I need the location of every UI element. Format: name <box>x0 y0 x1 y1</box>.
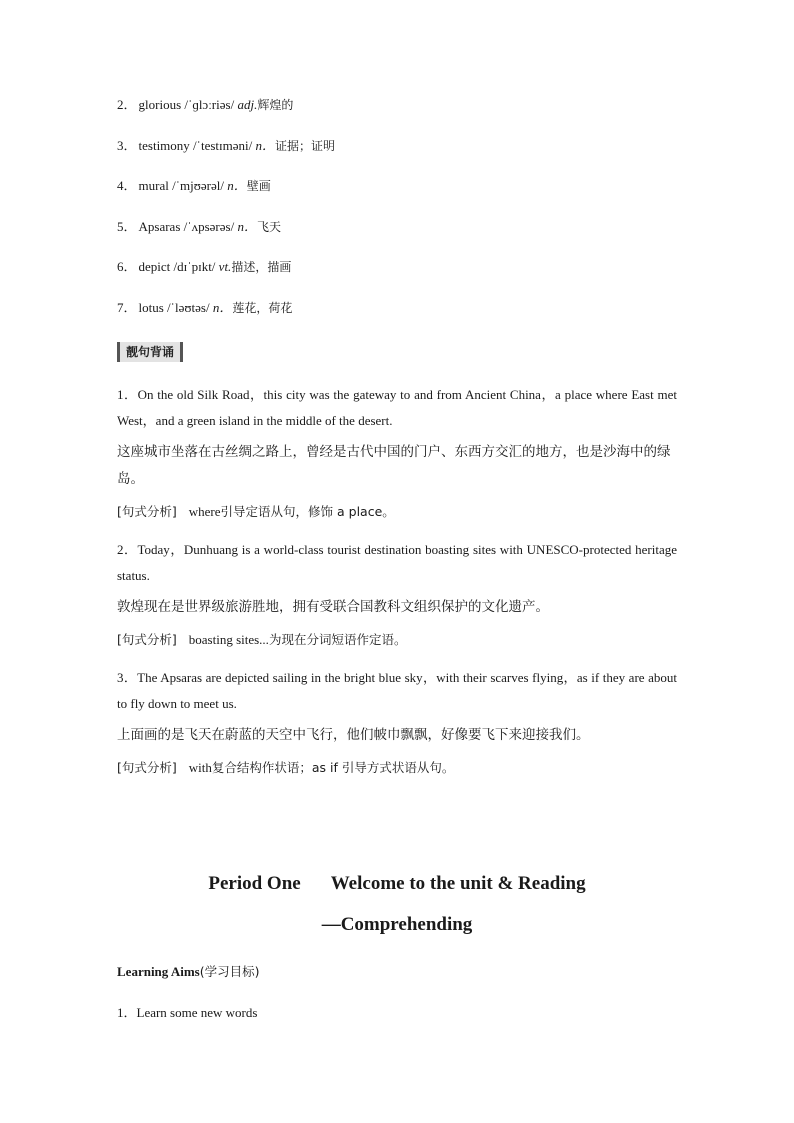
vocab-word: lotus /ˈləʊtəs/ <box>138 299 213 315</box>
analysis-keyword: boasting sites... <box>188 631 269 647</box>
sentence-block <box>117 382 677 525</box>
vocab-pos: n． <box>237 218 257 234</box>
analysis-text: 为现在分词短语作定语。 <box>268 631 407 647</box>
sentence-chinese: 上面画的是飞天在蔚蓝的天空中飞行，他们帔巾飘飘，好像要飞下来迎接我们。 <box>117 726 590 743</box>
vocab-item <box>117 214 677 255</box>
vocab-number: 7． <box>117 299 137 315</box>
period-subtitle: —Comprehending <box>321 914 473 935</box>
sentence-chinese: 敦煌现在是世界级旅游胜地，拥有受联合国教科文组织保护的文化遗产。 <box>117 598 549 615</box>
period-topic: Welcome to the unit & Reading <box>330 873 586 894</box>
vocab-word: testimony /ˈtestɪməni/ <box>138 137 256 153</box>
vocab-word: mural /ˈmjʊərəl/ <box>138 178 228 194</box>
vocab-number: 4． <box>117 178 137 194</box>
vocab-pos: n． <box>212 299 233 315</box>
vocab-meaning: 飞天 <box>256 219 281 234</box>
section-heading-tag: 靓句背诵 <box>117 342 183 362</box>
vocab-pos: n． <box>227 178 247 194</box>
vocab-word: depict /dɪˈpɪkt/ <box>138 259 219 275</box>
period-title <box>0 872 794 896</box>
vocab-meaning: 证据；证明 <box>275 138 336 153</box>
vocab-word: glorious /ˈɡlɔːriəs/ <box>138 97 238 112</box>
analysis-tag: [句式分析] <box>117 503 177 519</box>
vocab-pos: vt. <box>218 259 232 275</box>
document-body <box>117 92 677 781</box>
sentence-chinese: 这座城市坐落在古丝绸之路上，曾经是古代中国的门户、东西方交汇的地方，也是沙海中的绿岛。 <box>117 443 671 487</box>
sentence-block <box>117 537 677 653</box>
vocab-number: 6． <box>117 259 137 275</box>
sentence-english: 1．On the old Silk Road，this city was the gateway to and from Ancient China，a place where East met West，and a green island in the middle of the desert. <box>117 386 677 429</box>
sentence-analysis <box>117 755 677 781</box>
sentence-english: 3．The Apsaras are depicted sailing in the bright blue sky，with their scarves flying，as if they are about to fly down to meet us. <box>117 669 677 712</box>
vocab-item <box>117 254 677 295</box>
analysis-keyword: with <box>188 759 212 775</box>
sentence-analysis <box>117 627 677 653</box>
sentence-analysis <box>117 499 677 525</box>
vocab-meaning: 辉煌的 <box>257 98 294 112</box>
vocab-item <box>117 133 677 174</box>
sentence-block <box>117 665 677 781</box>
analysis-tag: [句式分析] <box>117 631 177 647</box>
vocab-pos: n． <box>255 137 276 153</box>
vocab-item <box>117 92 677 133</box>
vocab-number: 3． <box>117 137 137 153</box>
analysis-text: 引导定语从句，修饰 a place。 <box>220 503 395 519</box>
analysis-keyword: where <box>188 503 221 519</box>
period-label: Period One <box>208 873 301 894</box>
vocab-number: 5． <box>117 218 137 234</box>
vocab-meaning: 壁画 <box>246 179 271 194</box>
vocab-pos: adj. <box>237 97 258 112</box>
vocab-meaning: 莲花，荷花 <box>232 300 293 315</box>
vocab-number: 2． <box>117 97 137 112</box>
learning-aims-heading <box>117 962 259 982</box>
vocab-list <box>117 92 677 336</box>
analysis-text: 复合结构作状语；as if 引导方式状语从句。 <box>211 759 455 775</box>
vocab-item <box>117 173 677 214</box>
vocab-item <box>117 295 677 336</box>
analysis-tag: [句式分析] <box>117 759 177 775</box>
vocab-meaning: 描述，描画 <box>231 260 292 275</box>
sentence-english: 2．Today，Dunhuang is a world-class tourist destination boasting sites with UNESCO-protected heritage status. <box>117 541 677 584</box>
vocab-word: Apsaras /ˈʌpsərəs/ <box>138 218 238 234</box>
aims-heading-en: Learning Aims <box>117 964 200 979</box>
aims-heading-cn: (学习目标) <box>199 964 260 979</box>
aims-list-item: 1．Learn some new words <box>117 1005 258 1020</box>
